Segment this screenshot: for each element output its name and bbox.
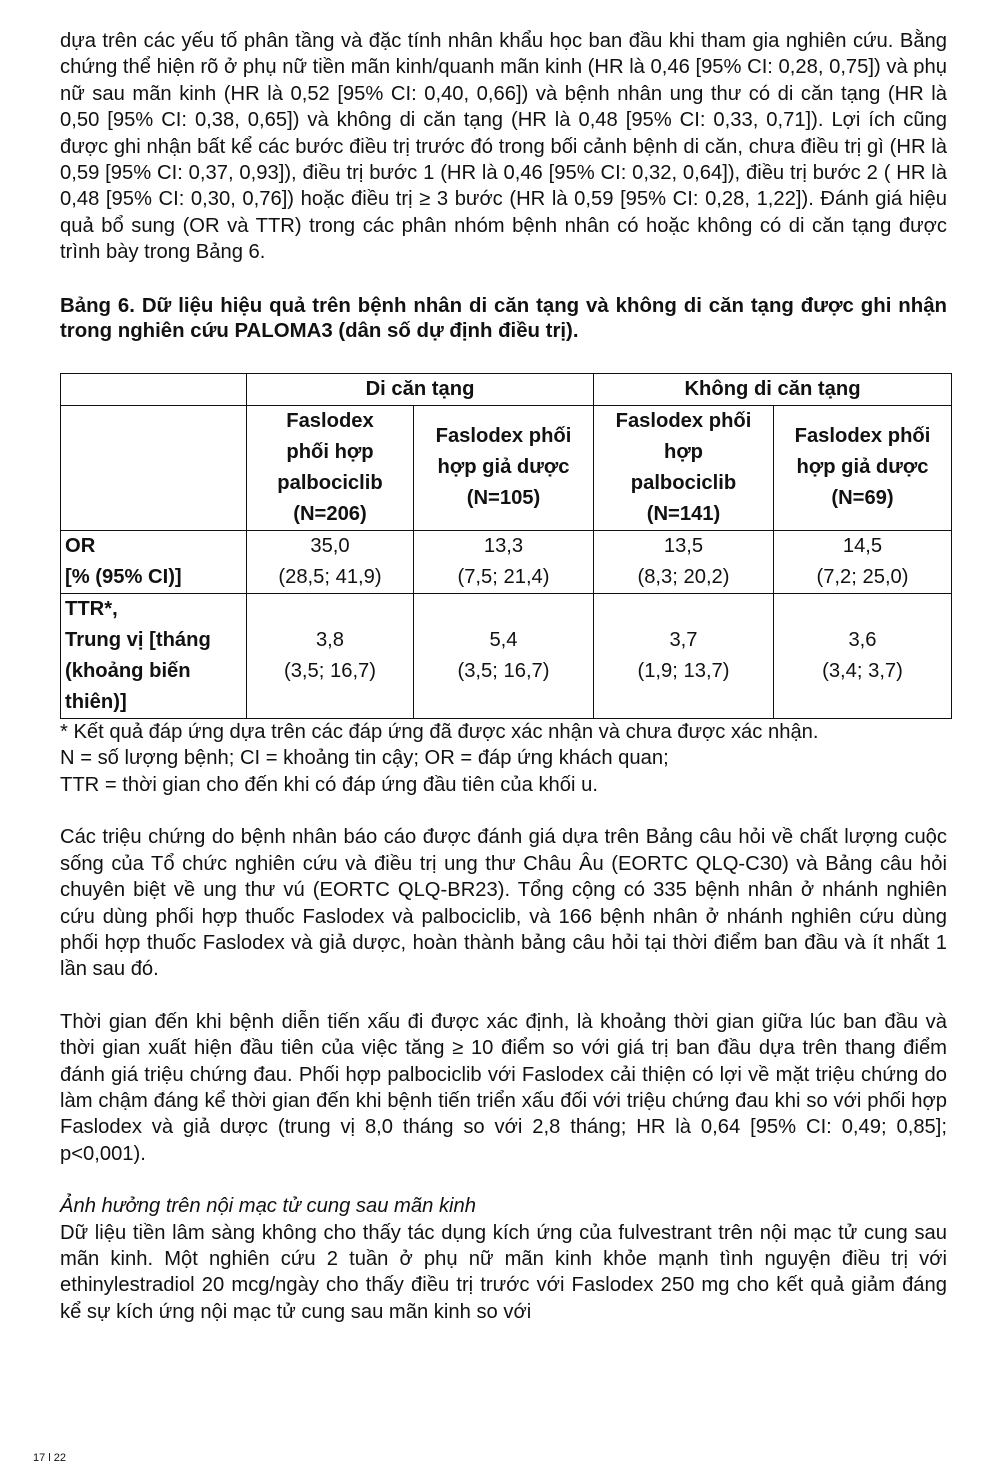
ttr-visceral-palbociclib <box>247 593 414 718</box>
value-line: 14,5 <box>842 534 883 557</box>
table-arm-header-row <box>61 405 952 530</box>
header-line: phối hợp <box>286 440 374 463</box>
paragraph-subgroup-hr: dựa trên các yếu tố phân tầng và đặc tính nhân khẩu học ban đầu khi tham gia nghiên cứu. Bằng chứng thể hiện rõ ở phụ nữ tiền mãn kinh/quanh mãn kinh (HR là 0,46 [95% CI: 0,28, 0,75]) và phụ nữ sau mãn kinh (HR là 0,52 [95% CI: 0,40, 0,66]) và bệnh nhân ung thư có di căn tạng (HR là 0,50 [95% CI: 0,38, 0,65]) và không di căn tạng (HR là 0,48 [95% CI: 0,33, 0,71]). Lợi ích cũng được ghi nhận bất kể các bước điều trị trước đó trong bối cảnh bệnh di căn, chưa điều trị gì (HR là 0,59 [95% CI: 0,37, 0,93]), điều trị bước 1 (HR là 0,46 [95% CI: 0,32, 0,64]), điều trị bước 2 ( HR là 0,48 [95% CI: 0,30, 0,76]) hoặc điều trị ≥ 3 bước (HR là 0,59 [95% CI: 0,28, 1,22]). Đánh giá hiệu quả bổ sung (OR và TTR) trong các phân nhóm bệnh nhân có hoặc không có di căn tạng được trình bày trong Bảng 6. <box>60 30 947 264</box>
header-visceral: Di căn tạng <box>247 373 594 405</box>
paragraph-endometrium: Dữ liệu tiền lâm sàng không cho thấy tác dụng kích ứng của fulvestrant trên nội mạc tử cung sau mãn kinh. Một nghiên cứu 2 tuần ở phụ nữ mãn kinh khỏe mạnh tình nguyện điều trị với ethinylestradiol 20 mcg/ngày cho thấy điều trị trước với Faslodex 250 mg cho kết quả giảm đáng kể sự kích ứng nội mạc tử cung sau mãn kinh so với <box>60 1221 947 1323</box>
or-visceral-palbociclib <box>247 530 414 593</box>
row-label-ttr <box>61 593 247 718</box>
header-visceral-placebo <box>414 405 594 530</box>
ttr-visceral-placebo <box>414 593 594 718</box>
ttr-nonvisceral-placebo <box>774 593 952 718</box>
row-label-line: OR <box>65 534 96 557</box>
table-row-ttr <box>61 593 952 718</box>
value-line: 5,4 <box>489 628 518 651</box>
or-visceral-placebo <box>414 530 594 593</box>
table-row-or <box>61 530 952 593</box>
paragraph-patient-reported: Các triệu chứng do bệnh nhân báo cáo được đánh giá dựa trên Bảng câu hỏi về chất lượng cuộc sống của Tổ chức nghiên cứu và điều trị ung thư Châu Âu (EORTC QLQ-C30) và Bảng câu hỏi chuyên biệt về ung thư vú (EORTC QLQ-BR23). Tổng cộng có 335 bệnh nhân ở nhánh nghiên cứu dùng phối hợp thuốc Faslodex và palbociclib, và 166 bệnh nhân ở nhánh nghiên cứu dùng phối hợp thuốc Faslodex và giả dược, hoàn thành bảng câu hỏi tại thời điểm ban đầu và ít nhất 1 lần sau đó. <box>60 826 947 981</box>
header-nonvisceral: Không di căn tạng <box>594 373 952 405</box>
header-line: palbociclib <box>277 471 383 494</box>
row-label-line: Trung vị [tháng <box>65 628 211 651</box>
value-line: 3,6 <box>848 628 877 651</box>
value-line: (28,5; 41,9) <box>278 565 382 588</box>
row-label-or <box>61 530 247 593</box>
value-line: 3,8 <box>315 628 345 651</box>
or-nonvisceral-palbociclib <box>594 530 774 593</box>
row-label-line: TTR*, <box>65 597 118 620</box>
header-line: Faslodex phối <box>615 409 752 432</box>
header-line: (N=206) <box>293 502 367 525</box>
table-6 <box>60 373 952 719</box>
header-line: Faslodex phối <box>435 425 572 448</box>
header-line: hợp <box>663 440 703 463</box>
paragraph-time-to-deterioration: Thời gian đến khi bệnh diễn tiến xấu đi được xác định, là khoảng thời gian giữa lúc ban đầu và thời gian xuất hiện đầu tiên của việc tăng ≥ 10 điểm so với giá trị ban đầu dựa trên thang điểm đánh giá triệu chứng đau. Phối hợp palbociclib với Faslodex cải thiện có lợi về mặt triệu chứng do làm chậm đáng kể thời gian đến khi bệnh tiến triển xấu đối với triệu chứng đau khi so với phối hợp Faslodex và giả dược (trung vị 8,0 tháng so với 2,8 tháng; HR là 0,64 [95% CI: 0,49; 0,85]; p<0,001). <box>60 1010 947 1165</box>
value-line: (7,5; 21,4) <box>457 565 550 588</box>
value-line: (7,2; 25,0) <box>816 565 909 588</box>
value-line: (1,9; 13,7) <box>637 659 730 682</box>
table-corner-cell <box>61 373 247 405</box>
value-line: (3,4; 3,7) <box>822 659 903 682</box>
page-number: 17 l 22 <box>33 1452 67 1464</box>
value-line: (8,3; 20,2) <box>637 565 730 588</box>
section-subtitle: Ảnh hưởng trên nội mạc tử cung sau mãn kinh <box>60 1195 476 1218</box>
header-nonvisceral-placebo <box>774 405 952 530</box>
header-nonvisceral-palbociclib <box>594 405 774 530</box>
document-page <box>60 28 947 1325</box>
value-line: (3,5; 16,7) <box>457 659 550 682</box>
header-line: hợp giả dược <box>437 456 570 479</box>
header-line: Faslodex <box>286 409 374 432</box>
row-label-line: [% (95% CI)] <box>65 565 182 588</box>
table-note: TTR = thời gian cho đến khi có đáp ứng đầu tiên của khối u. <box>60 773 598 796</box>
row-label-line: (khoảng biến <box>65 659 191 682</box>
table-note: * Kết quả đáp ứng dựa trên các đáp ứng đã được xác nhận và chưa được xác nhận. <box>60 720 819 743</box>
table-group-header-row <box>61 373 952 405</box>
value-line: 3,7 <box>669 628 698 651</box>
value-line: 35,0 <box>310 534 350 557</box>
table-note: N = số lượng bệnh; CI = khoảng tin cậy; OR = đáp ứng khách quan; <box>60 747 669 770</box>
value-line: (3,5; 16,7) <box>283 659 377 682</box>
header-line: hợp giả dược <box>796 456 929 479</box>
header-visceral-palbociclib <box>247 405 414 530</box>
or-nonvisceral-placebo <box>774 530 952 593</box>
row-label-line: thiên)] <box>65 690 127 713</box>
header-line: (N=141) <box>646 502 721 525</box>
value-line: 13,3 <box>483 534 524 557</box>
header-line: (N=69) <box>831 487 894 510</box>
table-notes <box>60 719 947 799</box>
table-empty-cell <box>61 405 247 530</box>
table-6-caption: Bảng 6. Dữ liệu hiệu quả trên bệnh nhân di căn tạng và không di căn tạng được ghi nhận trong nghiên cứu PALOMA3 (dân số dự định điều trị). <box>60 294 947 343</box>
header-line: palbociclib <box>630 471 737 494</box>
header-line: Faslodex phối <box>794 425 931 448</box>
ttr-nonvisceral-palbociclib <box>594 593 774 718</box>
value-line: 13,5 <box>663 534 704 557</box>
header-line: (N=105) <box>466 487 541 510</box>
